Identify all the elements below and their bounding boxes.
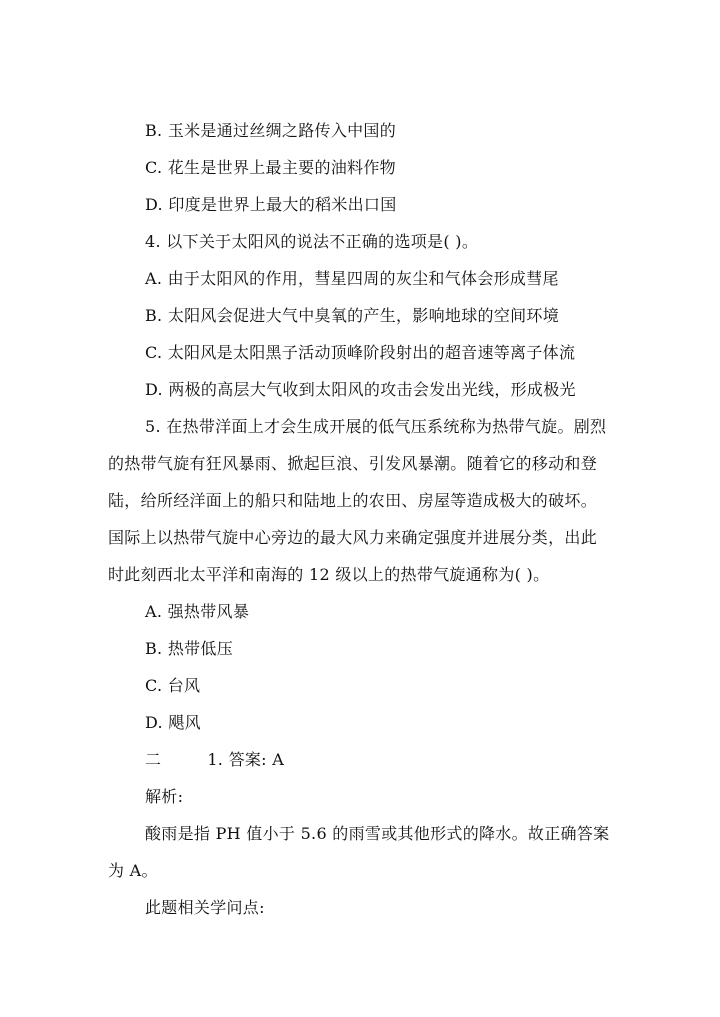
q5-option-b: B. 热带低压: [145, 639, 234, 658]
q4-option-b: B. 太阳风会促进大气中臭氧的产生，影响地球的空间环境: [145, 306, 560, 325]
q4-question: 4. 以下关于太阳风的说法不正确的选项是( )。: [145, 232, 479, 251]
q5-option-c: C. 台风: [145, 676, 201, 695]
q5-option-a: A. 强热带风暴: [145, 602, 250, 621]
q3-option-b: B. 玉米是通过丝绸之路传入中国的: [145, 121, 397, 140]
q4-option-d: D. 两极的高层大气收到太阳风的攻击会发出光线，形成极光: [145, 380, 576, 399]
q5-question-line-4: 国际上以热带气旋中心旁边的最大风力来确定强度并进展分类，出此: [108, 528, 598, 547]
q5-question-line-1: 5. 在热带洋面上才会生成开展的低气压系统称为热带气旋。剧烈: [145, 417, 607, 436]
analysis-label: 解析:: [145, 787, 184, 806]
q5-question-line-2: 的热带气旋有狂风暴雨、掀起巨浪、引发风暴潮。随着它的移动和登: [108, 454, 598, 473]
related-knowledge-label: 此题相关学问点:: [145, 898, 265, 917]
answer-label: 1. 答案: A: [207, 750, 285, 769]
q4-option-a: A. 由于太阳风的作用，彗星四周的灰尘和气体会形成彗尾: [145, 269, 559, 288]
q5-question-line-5: 时此刻西北太平洋和南海的 12 级以上的热带气旋通称为( )。: [108, 565, 550, 584]
analysis-text-line-1: 酸雨是指 PH 值小于 5.6 的雨雪或其他形式的降水。故正确答案: [145, 824, 610, 843]
q3-option-c: C. 花生是世界上最主要的油料作物: [145, 158, 396, 177]
analysis-text-line-2: 为 A。: [108, 861, 158, 880]
q5-option-d: D. 飓风: [145, 713, 201, 732]
section-number: 二: [145, 750, 162, 769]
q5-question-line-3: 陆，给所经洋面上的船只和陆地上的农田、房屋等造成极大的破坏。: [108, 491, 598, 510]
answer-heading: [145, 750, 284, 770]
q4-option-c: C. 太阳风是太阳黑子活动顶峰阶段射出的超音速等离子体流: [145, 343, 576, 362]
q3-option-d: D. 印度是世界上最大的稻米出口国: [145, 195, 397, 214]
